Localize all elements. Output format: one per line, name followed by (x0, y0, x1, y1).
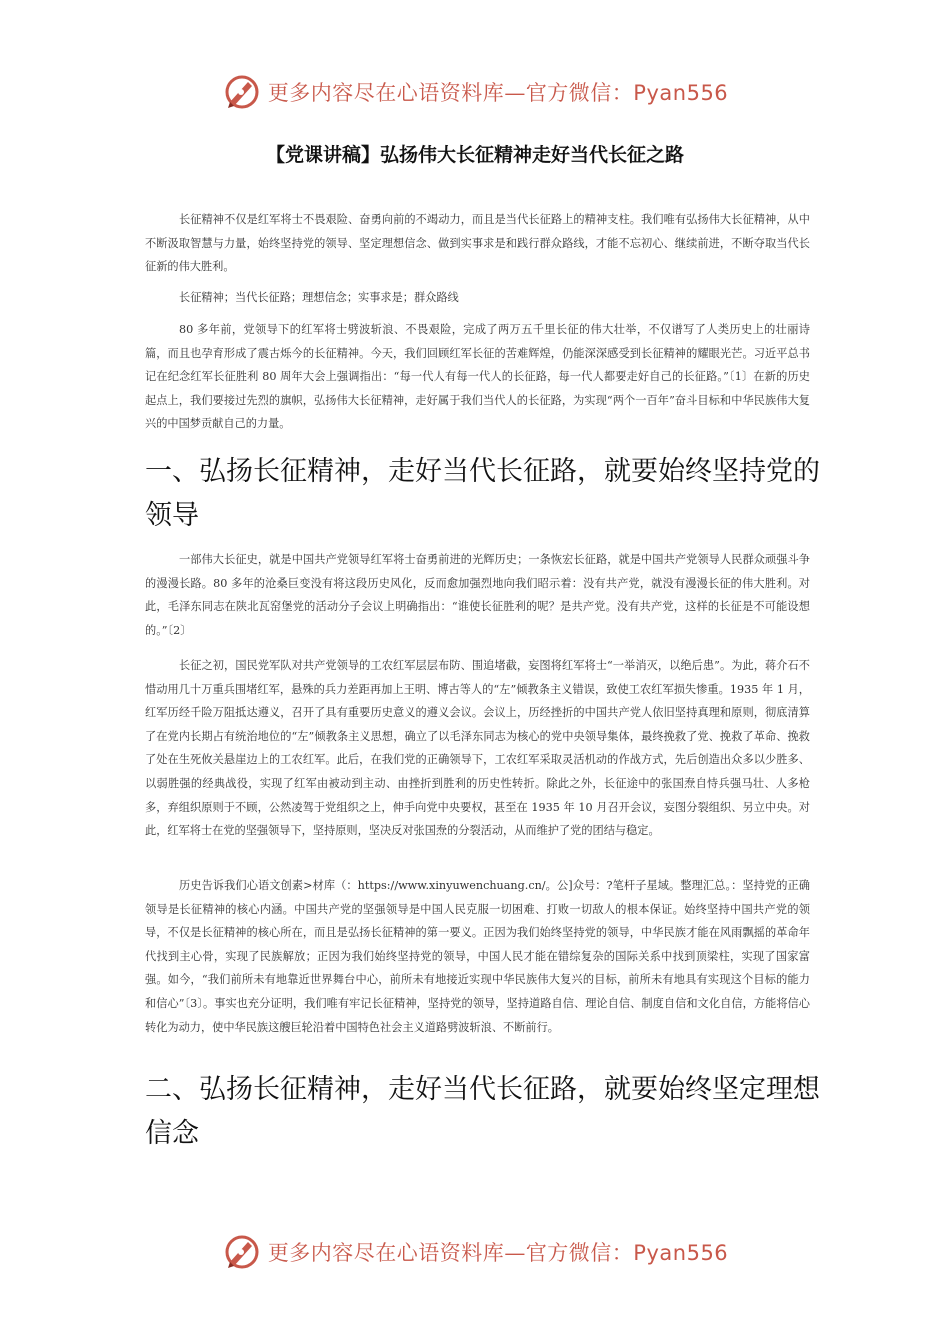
header-banner (0, 72, 950, 112)
section2-heading: 二、弘扬长征精神，走好当代长征路，就要始终坚定理想信念 (145, 1074, 820, 1149)
banner-text: 更多内容尽在心语资料库 (267, 81, 505, 105)
footer-banner (0, 1232, 950, 1272)
banner-separator: — (504, 1241, 526, 1265)
banner-wechat: 官方微信：Pyan556 (525, 1241, 729, 1265)
document-title: 【党课讲稿】弘扬伟大长征精神走好当代长征之路 (265, 144, 684, 166)
keywords-line: 长征精神；当代长征路；理想信念；实事求是；群众路线 (179, 291, 459, 304)
section1-paragraph-1: 一部伟大长征史，就是中国共产党领导红军将士奋勇前进的光辉历史；一条恢宏长征路，就是中国共产党领导人民群众顽强斗争的漫漫长路。80 多年的沧桑巨变没有将这段历史风化，反而愈加强烈地向我们昭示着：没有共产党，就没有漫漫长征的伟大胜利。对此，毛泽东同志在陕北瓦窑堡党的活动分子会议上明确指出：“谁使长征胜利的呢？是共产党。没有共产党，这样的长征是不可能设想的。”〔2〕 (145, 553, 810, 637)
section1-heading: 一、弘扬长征精神，走好当代长征路，就要始终坚持党的领导 (145, 456, 820, 531)
banner-separator: — (504, 81, 526, 105)
banner-wechat: 官方微信：Pyan556 (525, 81, 729, 105)
abstract-paragraph: 长征精神不仅是红军将士不畏艰险、奋勇向前的不竭动力，而且是当代长征路上的精神支柱。我们唯有弘扬伟大长征精神，从中不断汲取智慧与力量，始终坚持党的领导、坚定理想信念、做到实事求是和践行群众路线，才能不忘初心、继续前进，不断夺取当代长征新的伟大胜利。 (145, 213, 810, 274)
pen-logo-icon (222, 72, 262, 112)
intro-paragraph: 80 多年前，党领导下的红军将士劈波斩浪、不畏艰险，完成了两万五千里长征的伟大壮举，不仅谱写了人类历史上的壮丽诗篇，而且也孕育形成了震古烁今的长征精神。今天，我们回顾红军长征的苦难辉煌，仍能深深感受到长征精神的耀眼光芒。习近平总书记在纪念红军长征胜利 80 周年大会上强调指出：“每一代人有每一代人的长征路，每一代人都要走好自己的长征路。”〔1〕在新的历史起点上，我们要接过先烈的旗帜，弘扬伟大长征精神，走好属于我们当代人的长征路，为实现“两个一百年”奋斗目标和中华民族伟大复兴的中国梦贡献自己的力量。 (145, 323, 810, 431)
pen-logo-icon (222, 1232, 262, 1272)
section1-paragraph-3: 历史告诉我们心语文创素>材库（：https://www.xinyuwenchuang.cn/。公]众号：?笔杆子星域。整理汇总。：坚持党的正确领导是长征精神的核心内涵。中国共产党的坚强领导是中国人民克服一切困难、打败一切敌人的根本保证。始终坚持中国共产党的领导，不仅是长征精神的核心所在，而且是弘扬长征精神的第一要义。正因为我们始终坚持党的领导，中华民族才能在风雨飘摇的革命年代找到主心骨，实现了民族解放；正因为我们始终坚持党的领导，中国人民才能在错综复杂的国际关系中找到顶梁柱，实现了国家富强。如今，“我们前所未有地靠近世界舞台中心，前所未有地接近实现中华民族伟大复兴的目标，前所未有地具有实现这个目标的能力和信心”〔3〕。事实也充分证明，我们唯有牢记长征精神，坚持党的领导，坚持道路自信、理论自信、制度自信和文化自信，方能将信心转化为动力，使中华民族这艘巨轮沿着中国特色社会主义道路劈波斩浪、不断前行。 (145, 879, 810, 1034)
section1-paragraph-2: 长征之初，国民党军队对共产党领导的工农红军层层布防、围追堵截，妄图将红军将士“一举消灭，以绝后患”。为此，蒋介石不惜动用几十万重兵围堵红军，悬殊的兵力差距再加上王明、博古等人的“左”倾教条主义错误，致使工农红军损失惨重。1935 年 1 月，红军历经千险万阻抵达遵义，召开了具有重要历史意义的遵义会议。会议上，历经挫折的中国共产党人依旧坚持真理和原则，彻底清算了在党内长期占有统治地位的“左”倾教条主义思想，确立了以毛泽东同志为核心的党中央领导集体，最终挽救了党、挽救了革命、挽救了处在生死攸关悬崖边上的工农红军。此后，在我们党的正确领导下，工农红军采取灵活机动的作战方式，先后创造出众多以少胜多、以弱胜强的经典战役，实现了红军由被动到主动、由挫折到胜利的历史性转折。除此之外，长征途中的张国焘自恃兵强马壮、人多枪多，弃组织原则于不顾，公然凌驾于党组织之上，伸手向党中央要权，甚至在 1935 年 10 月召开会议，妄图分裂组织、另立中央。对此，红军将士在党的坚强领导下，坚持原则，坚决反对张国焘的分裂活动，从而维护了党的团结与稳定。 (145, 659, 810, 838)
banner-text: 更多内容尽在心语资料库 (267, 1241, 505, 1265)
